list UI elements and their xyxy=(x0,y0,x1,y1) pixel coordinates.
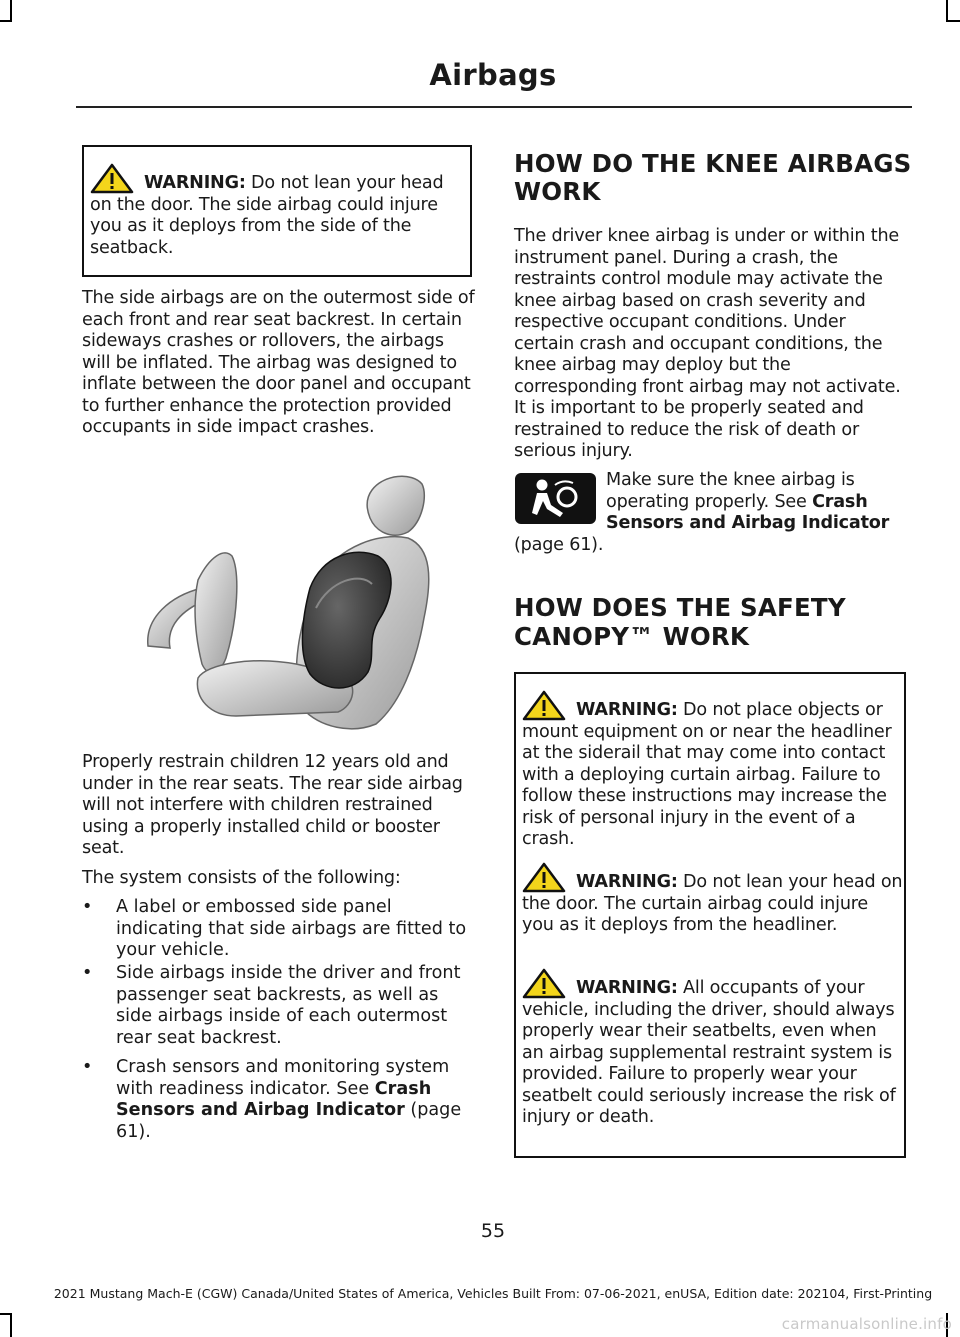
warning-label: WARNING: xyxy=(144,173,246,193)
crop-mark xyxy=(10,1313,12,1337)
paragraph: Make sure the knee airbag is operating properly. See Crash Sensors and Airbag Indicator xyxy=(606,470,890,533)
warning-label: WARNING: xyxy=(576,700,678,720)
warning-triangle-icon xyxy=(522,862,566,893)
page-number: 55 xyxy=(480,1220,506,1242)
bullet-dot: • xyxy=(82,897,93,917)
footer-note: 2021 Mustang Mach-E (CGW) Canada/United States of America, Vehicles Built From: 07-06-2021, enUSA, Edition date: 202104, First-Printing xyxy=(53,1286,933,1301)
section-heading: HOW DOES THE SAFETY xyxy=(514,593,846,622)
bullet-dot: • xyxy=(82,963,93,983)
warning-text: Do not place objects or mount equipment on or near the headliner at the siderail that may come into contact with a deploying curtain airbag. Failure to follow these instructions may increase the risk of personal injury in the event of a crash. xyxy=(522,700,892,849)
crop-mark xyxy=(0,1313,12,1315)
crop-mark xyxy=(10,0,12,22)
warning-triangle-icon xyxy=(522,968,566,999)
warning-text: All occupants of your vehicle, including the driver, should always properly wear their seatbelts, even when an airbag supplemental restraint system is provided. Failure to properly wear your seatbelt could seriously increase the risk of injury or death. xyxy=(522,978,896,1127)
crop-mark xyxy=(946,20,960,22)
paragraph: (page 61). xyxy=(514,535,604,555)
page-title: Airbags xyxy=(429,58,557,92)
watermark: carmanualsonline.info xyxy=(781,1315,952,1333)
bullet-dot: • xyxy=(82,1057,93,1077)
section-heading: CANOPY™ WORK xyxy=(514,622,750,651)
side-airbag-seat-illustration xyxy=(140,468,440,736)
warning-text: Do not lean your head on the door. The curtain airbag could injure you as it deploys from the headliner. xyxy=(522,872,903,935)
crash-sensors-link[interactable]: Crash Sensors and Airbag Indicator xyxy=(116,1078,432,1120)
warning-box xyxy=(82,145,472,277)
section-heading: WORK xyxy=(514,177,601,206)
crash-sensors-link[interactable]: Crash Sensors and Airbag Indicator xyxy=(606,491,890,533)
section-heading: HOW DO THE KNEE AIRBAGS xyxy=(514,149,912,178)
warning-label: WARNING: xyxy=(576,978,678,998)
warning-triangle-icon xyxy=(522,690,566,721)
paragraph: The driver knee airbag is under or within the instrument panel. During a crash, the restraints control module may activate the knee airbag based on crash severity and respective occupant conditions. Under certain crash and occupant conditions, the knee airbag may deploy but the corresponding front airbag may not activate. It is important to be properly seated and restrained to reduce the risk of death or serious injury. xyxy=(514,226,901,461)
airbag-indicator-icon xyxy=(515,473,596,524)
warning-text: Do not lean your head on the door. The side airbag could injure you as it deploys from the side of the seatback. xyxy=(90,173,444,258)
warning-box xyxy=(514,672,906,1158)
warning-label: WARNING: xyxy=(576,872,678,892)
warning-triangle-icon xyxy=(90,163,134,194)
paragraph: The side airbags are on the outermost side of each front and rear seat backrest. In certain sideways crashes or rollovers, the airbags will be inflated. The airbag was designed to inflate between the door panel and occupant to further enhance the protection provided occupants in side impact crashes. xyxy=(82,288,475,437)
header-divider xyxy=(76,106,912,108)
crop-mark xyxy=(946,0,948,22)
paragraph: Properly restrain children 12 years old and under in the rear seats. The rear side airbag will not interfere with children restrained using a properly installed child or booster seat. xyxy=(82,752,463,858)
paragraph: The system consists of the following: xyxy=(82,868,401,888)
crop-mark xyxy=(0,20,12,22)
